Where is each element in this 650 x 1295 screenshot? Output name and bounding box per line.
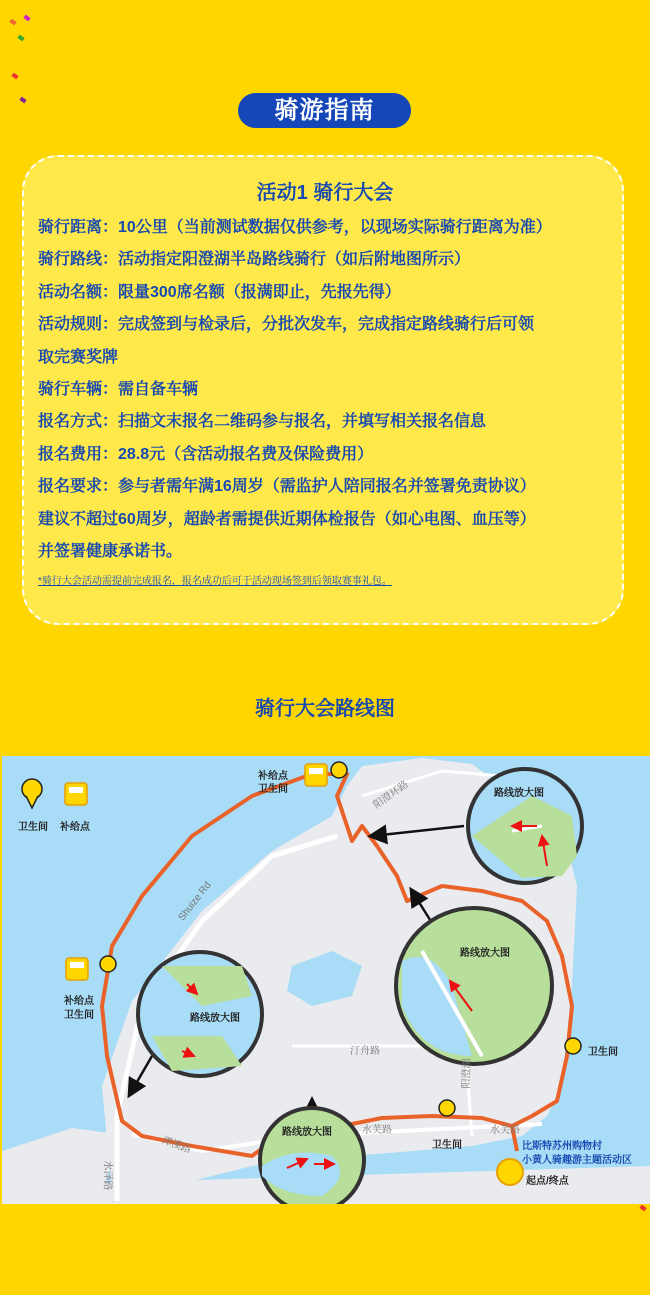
route-map <box>2 756 650 1204</box>
map-title: 骑行大会路线图 <box>255 698 395 720</box>
zoom-label: 路线放大图 <box>282 1127 332 1138</box>
toilet-label: 卫生间 <box>588 1047 618 1058</box>
legend-supply-label: 补给点 <box>60 822 90 833</box>
confetti <box>639 1205 646 1212</box>
toilet-label: 卫生间 <box>432 1140 462 1151</box>
zoom-circle <box>396 908 552 1064</box>
road-label: 水芙路 <box>490 1125 520 1136</box>
road-label: 水芙路 <box>362 1125 392 1136</box>
supply-bus-icon <box>305 764 327 786</box>
start-end-marker <box>497 1159 523 1185</box>
destination-area: 小黄人骑趣游主题活动区 <box>522 1155 632 1166</box>
rule-line: 骑行车辆：需自备车辆 <box>38 381 199 399</box>
supply-label: 补给点 <box>258 771 288 782</box>
supply-bus-icon <box>65 783 87 805</box>
rule-line: 取完赛奖牌 <box>38 348 119 366</box>
road-label: 汀舟路 <box>350 1046 380 1057</box>
toilet-label: 卫生间 <box>64 1010 94 1021</box>
road-label: 阳澄环路 <box>371 779 411 812</box>
destination-name: 比斯特苏州购物村 <box>522 1141 602 1152</box>
guide-header: 骑游指南 <box>238 93 411 128</box>
rule-line: 活动规则：完成签到与检录后，分批次发车，完成指定路线骑行后可领 <box>38 316 535 334</box>
confetti <box>19 97 26 104</box>
supply-label: 补给点 <box>64 996 94 1007</box>
zoom-label: 路线放大图 <box>494 788 544 799</box>
start-end-label: 起点/终点 <box>526 1176 569 1187</box>
toilet-pin-icon <box>22 779 42 808</box>
rule-line: 建议不超过60周岁，超龄者需提供近期体检报告（如心电图、血压等） <box>38 510 536 528</box>
rule-line: 报名要求：参与者需年满16周岁（需监护人陪同报名并签署免责协议） <box>38 478 536 496</box>
zoom-label: 路线放大图 <box>460 948 510 959</box>
road-label: 潭溪路 <box>160 1135 193 1156</box>
rule-line: 骑行路线：活动指定阳澄湖半岛路线骑行（如后附地图所示） <box>38 251 471 269</box>
road-label: Shuize Rd <box>176 879 214 924</box>
toilet-pin-icon <box>331 762 347 778</box>
confetti <box>17 35 24 42</box>
rule-line: 骑行距离：10公里（当前测试数据仅供参考，以现场实际骑行距离为准） <box>38 219 552 236</box>
toilet-pin-icon <box>565 1038 581 1054</box>
rule-line: 活动名额：限量300席名额（报满即止，先报先得） <box>38 283 401 301</box>
toilet-label: 卫生间 <box>258 784 288 795</box>
zoom-label: 路线放大图 <box>190 1013 240 1024</box>
legend-toilet-label: 卫生间 <box>18 822 48 833</box>
toilet-pin-icon <box>439 1100 455 1116</box>
rule-line: 并签署健康承诺书。 <box>38 543 183 561</box>
toilet-pin-icon <box>100 956 116 972</box>
registration-note: *骑行大会活动需提前完成报名，报名成功后可于活动现场签到后领取赛事礼包。 <box>38 576 392 587</box>
rule-line: 报名方式：扫描文末报名二维码参与报名，并填写相关报名信息 <box>38 413 487 431</box>
confetti <box>9 19 16 26</box>
activity-rules <box>38 212 618 568</box>
road-label: 水泽路 <box>101 1160 113 1191</box>
rule-line: 报名费用：28.8元（含活动报名费及保险费用） <box>38 445 374 463</box>
activity-title: 活动1 骑行大会 <box>256 182 394 204</box>
supply-bus-icon <box>66 958 88 980</box>
confetti <box>23 15 30 22</box>
road-label: 阳澄湖 <box>460 1058 474 1089</box>
confetti <box>11 73 18 80</box>
